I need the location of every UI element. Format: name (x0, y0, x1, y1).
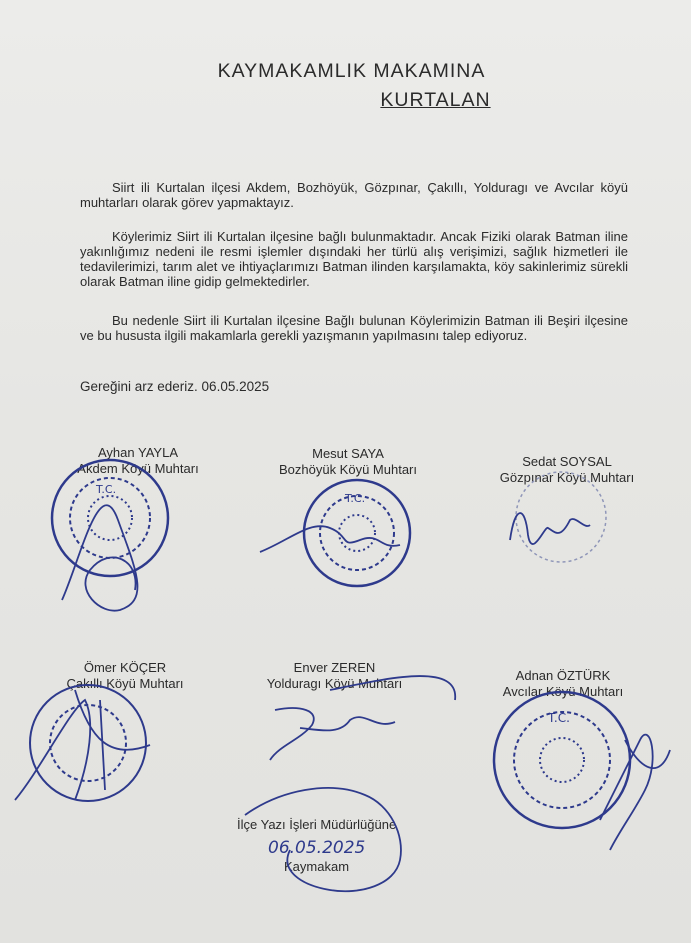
signatory-name: Ömer KÖÇER (83, 660, 167, 675)
paragraph-3 (80, 313, 628, 343)
signatory-name: Sedat SOYSAL (522, 454, 612, 469)
signatory-role: Gözpınar Köyü Muhtarı (499, 470, 635, 485)
signatory-role: Avcılar Köyü Muhtarı (502, 684, 624, 699)
svg-text:T.C.: T.C. (345, 492, 366, 505)
official-stamp-icon (52, 460, 168, 576)
signatory-name: Ayhan YAYLA (98, 445, 178, 460)
signatory-block-yolduragi (247, 660, 422, 692)
paragraph-1-text: Siirt ili Kurtalan ilçesi Akdem, Bozhöyük, Gözpınar, Çakıllı, Yolduragı ve Avcılar köyü muhtarları olarak görev yapmaktayız. (80, 180, 628, 210)
svg-text:T.C.: T.C. (548, 711, 570, 725)
paragraph-2-text: Köylerimiz Siirt ili Kurtalan ilçesine bağlı bulunmaktadır. Ancak Fiziki olarak Batman iline yakınlığımız nedeni ile resmi işlemler dışındaki her türlü alış verişimizi, sağlık hizmetleri ile tedavilerimizi, tarım alet ve ihtiyaçlarımızı Batman ilinden karşılamakta, köy sakinlerimiz sürekli olarak Batman iline gidip gelmektedirler. (80, 229, 628, 289)
svg-text:T.C.: T.C. (96, 483, 117, 496)
signature-akdem (62, 505, 137, 610)
signatory-name: Mesut SAYA (312, 446, 384, 461)
official-stamp-icon (304, 480, 410, 586)
paragraph-1 (80, 180, 628, 210)
title-line-1: KAYMAKAMLIK MAKAMINA (217, 60, 486, 82)
paragraph-3-text: Bu nedenle Siirt ili Kurtalan ilçesine Bağlı bulunan Köylerimizin Batman ili Beşiri ilçesine ve bu hususta ilgili makamlarla gerekli yazışmanın yapılmasını talep ediyoruz. (80, 313, 628, 343)
signatory-block-akdem (68, 445, 208, 477)
signatory-name: Enver ZEREN (293, 660, 376, 675)
paragraph-2 (80, 229, 628, 289)
signature-cakilli (15, 690, 150, 800)
signatory-block-avcilar (478, 668, 648, 700)
signatory-role: Bozhöyük Köyü Muhtarı (278, 462, 418, 477)
title-line-2: KURTALAN (380, 89, 491, 111)
signatory-block-bozhoyuk (268, 446, 428, 478)
signature-avcilar (600, 735, 670, 850)
official-stamp-icon (30, 685, 146, 801)
signatory-block-cakilli (50, 660, 200, 692)
signature-bozhoyuk (260, 526, 400, 552)
signature-gozpinar (510, 513, 590, 544)
signatory-role: Yolduragı Köyü Muhtarı (266, 676, 403, 691)
annotation-office: İlçe Yazı İşleri Müdürlüğüne (237, 817, 397, 832)
annotation-signer: Kaymakam (284, 859, 350, 874)
closing-line: Gereğini arz ederiz. 06.05.2025 (80, 379, 270, 394)
annotation-date: 06.05.2025 (268, 838, 366, 858)
signatory-role: Akdem Köyü Muhtarı (77, 461, 199, 476)
signatory-block-gozpinar (482, 454, 652, 486)
official-stamp-icon (494, 692, 630, 828)
signatory-name: Adnan ÖZTÜRK (515, 668, 611, 683)
document-title (0, 60, 691, 112)
signatory-role: Çakıllı Köyü Muhtarı (66, 676, 184, 691)
